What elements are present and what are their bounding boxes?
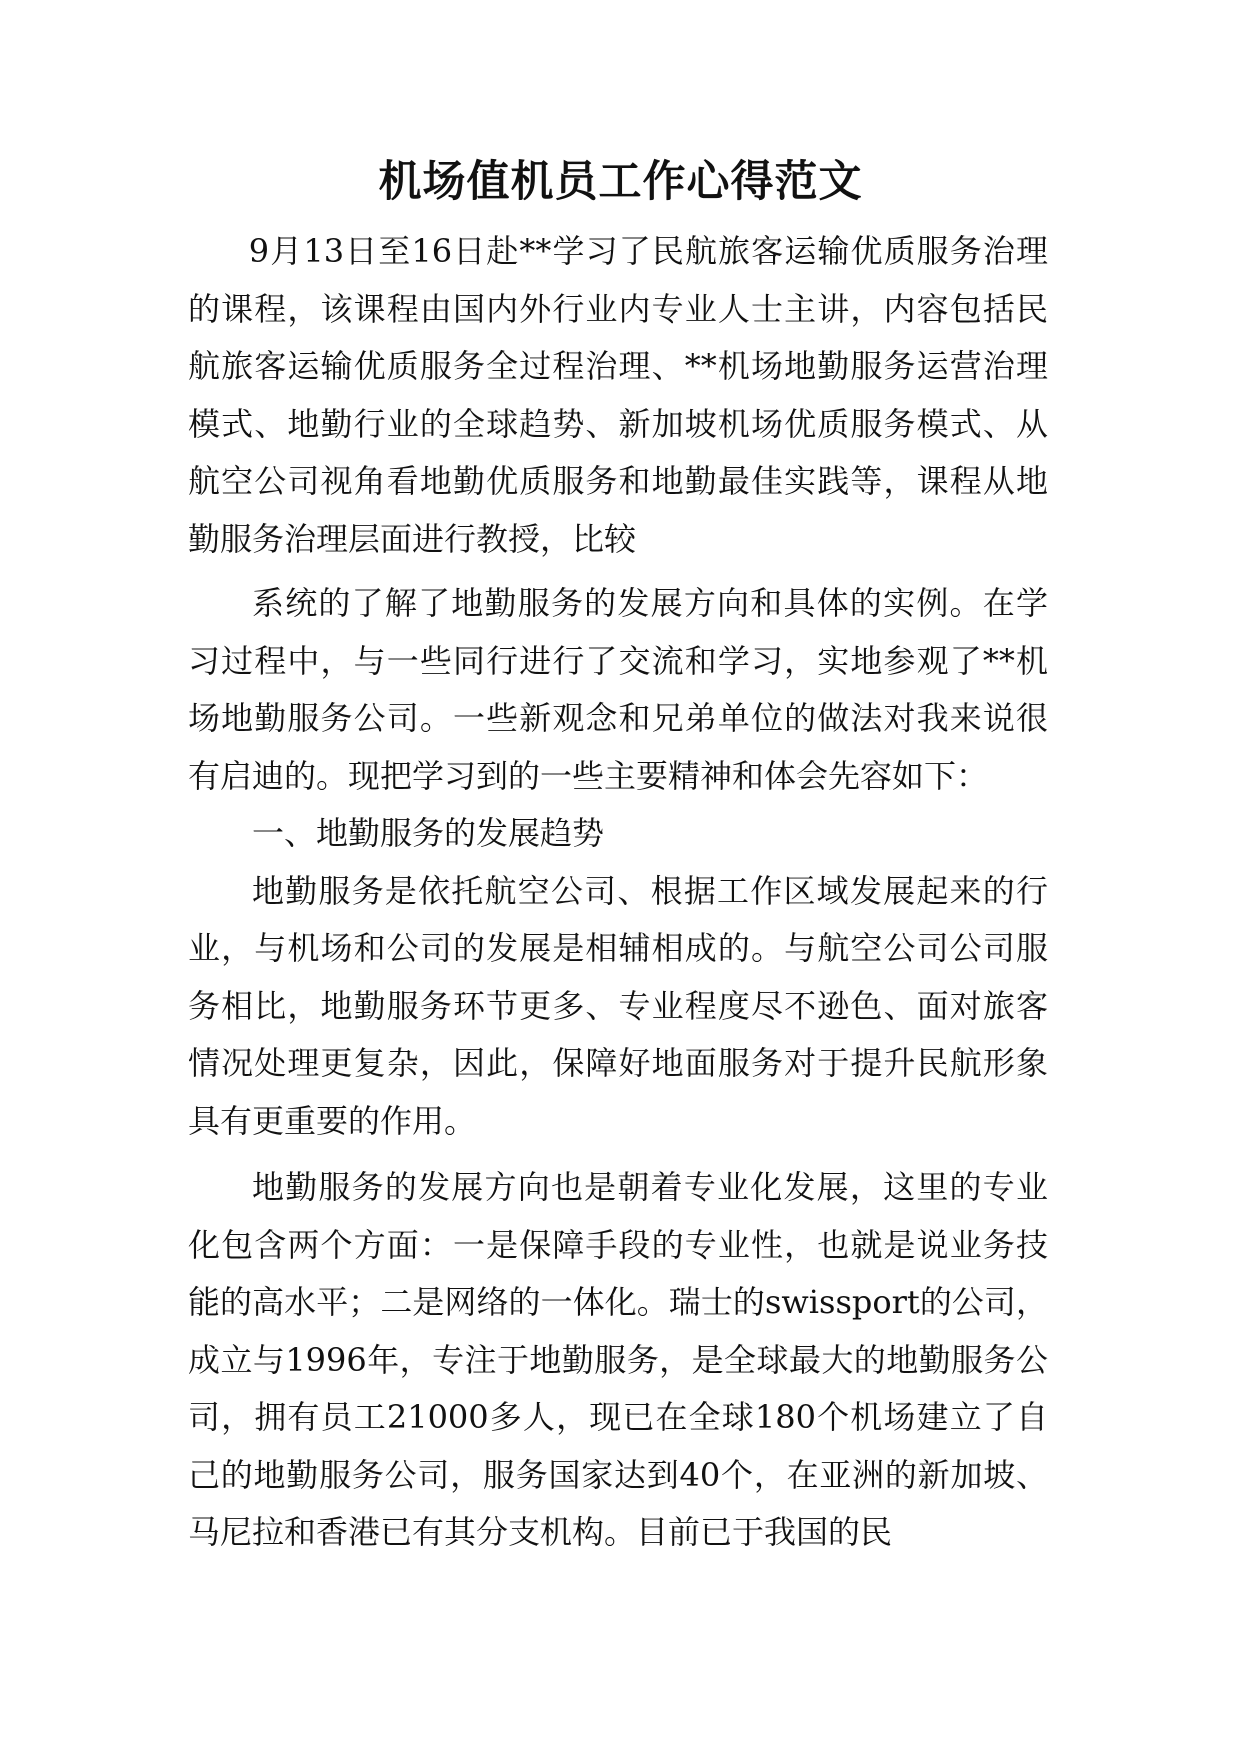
- document-title: 机场值机员工作心得范文: [378, 157, 863, 207]
- document-body: [188, 223, 1048, 1562]
- paragraph-4: 地勤服务的发展方向也是朝着专业化发展，这里的专业化包含两个方面：一是保障手段的专业性，也就是说业务技能的高水平；二是网络的一体化。瑞士的swissport的公司，成立与1996年，专注于地勤服务，是全球最大的地勤服务公司，拥有员工21000多人，现已在全球180个机场建立了自己的地勤服务公司，服务国家达到40个，在亚洲的新加坡、马尼拉和香港已有其分支机构。目前已于我国的民: [188, 1168, 1048, 1551]
- paragraph-2: 系统的了解了地勤服务的发展方向和具体的实例。在学习过程中，与一些同行进行了交流和学习，实地参观了**机场地勤服务公司。一些新观念和兄弟单位的做法对我来说很有启迪的。现把学习到的一些主要精神和体会先容如下：: [188, 584, 1048, 795]
- paragraph-1: 9月13日至16日赴**学习了民航旅客运输优质服务治理的课程，该课程由国内外行业内专业人士主讲，内容包括民航旅客运输优质服务全过程治理、**机场地勤服务运营治理模式、地勤行业的全球趋势、新加坡机场优质服务模式、从航空公司视角看地勤优质服务和地勤最佳实践等，课程从地勤服务治理层面进行教授，比较: [188, 232, 1048, 558]
- section-heading-1: 一、地勤服务的发展趋势: [252, 814, 605, 852]
- paragraph-3: 地勤服务是依托航空公司、根据工作区域发展起来的行业，与机场和公司的发展是相辅相成的。与航空公司公司服务相比，地勤服务环节更多、专业程度尽不逊色、面对旅客情况处理更复杂，因此，保障好地面服务对于提升民航形象具有更重要的作用。: [188, 871, 1048, 1140]
